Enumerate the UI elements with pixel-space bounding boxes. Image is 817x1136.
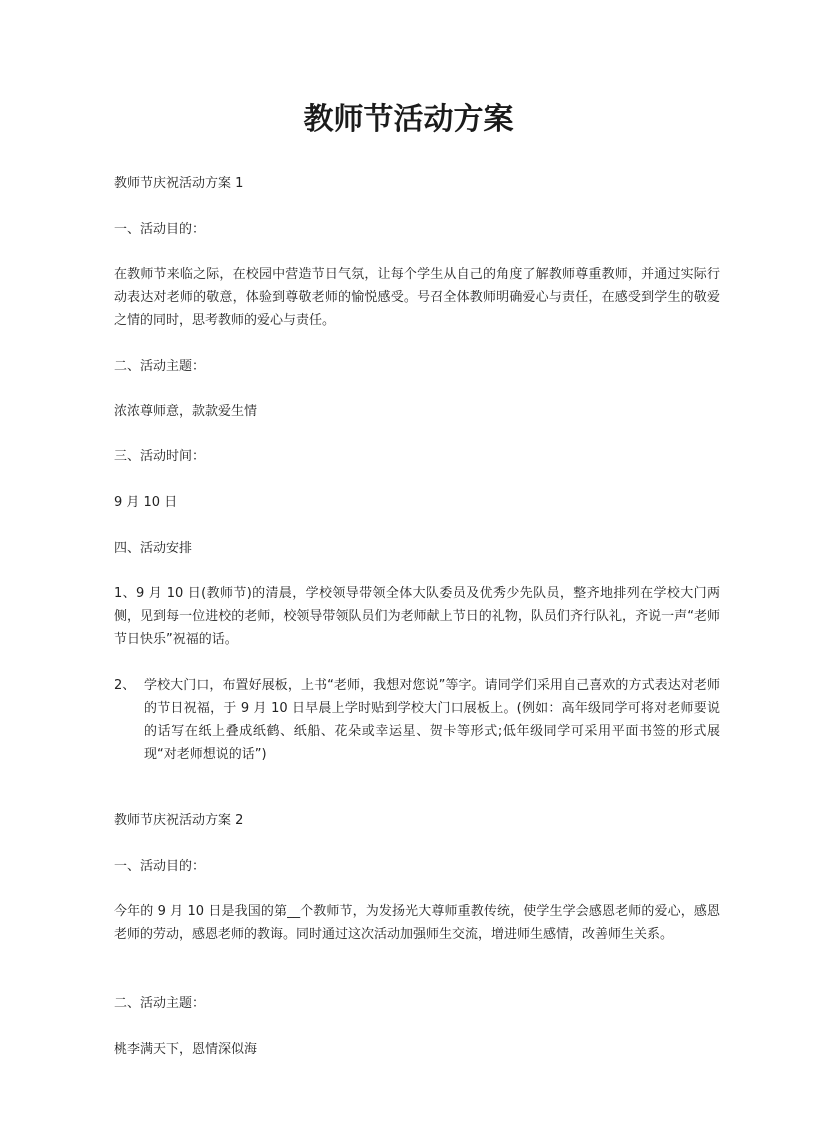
list-number: 2、 bbox=[114, 678, 136, 693]
plan1-section4-item2 bbox=[114, 674, 720, 770]
plan1-section2-heading: 二、活动主题： bbox=[114, 359, 206, 374]
plan1-section1-body: 在教师节来临之际，在校园中营造节日气氛，让每个学生从自己的角度了解教师尊重教师，并通过实际行动表达对老师的敬意，体验到尊敬老师的愉悦感受。号召全体教师明确爱心与责任，在感受到学生的敬爱之情的同时，思考教师的爱心与责任。 bbox=[114, 267, 720, 328]
document-title: 教师节活动方案 bbox=[303, 102, 514, 137]
plan1-section2-body: 浓浓尊师意，款款爱生情 bbox=[114, 404, 258, 419]
plan1-section4-heading: 四、活动安排 bbox=[114, 541, 193, 556]
plan1-heading: 教师节庆祝活动方案 1 bbox=[114, 176, 244, 191]
plan1-section3-heading: 三、活动时间： bbox=[114, 449, 206, 464]
plan2-section2-heading: 二、活动主题： bbox=[114, 996, 206, 1011]
plan2-heading: 教师节庆祝活动方案 2 bbox=[114, 813, 244, 828]
plan1-section3-body: 9 月 10 日 bbox=[114, 495, 178, 510]
plan2-section2-body: 桃李满天下，恩情深似海 bbox=[114, 1042, 258, 1057]
list-text: 学校大门口，布置好展板，上书“老师，我想对您说”等字。请同学们采用自己喜欢的方式表达对老师的节日祝福，于 9 月 10 日早晨上学时贴到学校大门口展板上。(例如：高年级同学可将对老师要说的话写在纸上叠成纸鹤、纸船、花朵或幸运星、贺卡等形式;低年级同学可采用平面书签的形式展现“对老师想说的话”) bbox=[144, 678, 720, 762]
plan1-section4-item1: 1、9 月 10 日(教师节)的清晨，学校领导带领全体大队委员及优秀少先队员，整齐地排列在学校大门两侧，见到每一位进校的老师，校领导带领队员们为老师献上节日的礼物，队员们齐行队礼，齐说一声“老师节日快乐”祝福的话。 bbox=[114, 586, 720, 647]
plan1-section1-heading: 一、活动目的： bbox=[114, 222, 206, 237]
plan2-section1-body: 今年的 9 月 10 日是我国的第__个教师节，为发扬光大尊师重教传统，使学生学会感恩老师的爱心，感恩老师的劳动，感恩老师的教诲。同时通过这次活动加强师生交流，增进师生感情，改善师生关系。 bbox=[114, 904, 720, 942]
plan2-section1-heading: 一、活动目的： bbox=[114, 859, 206, 874]
